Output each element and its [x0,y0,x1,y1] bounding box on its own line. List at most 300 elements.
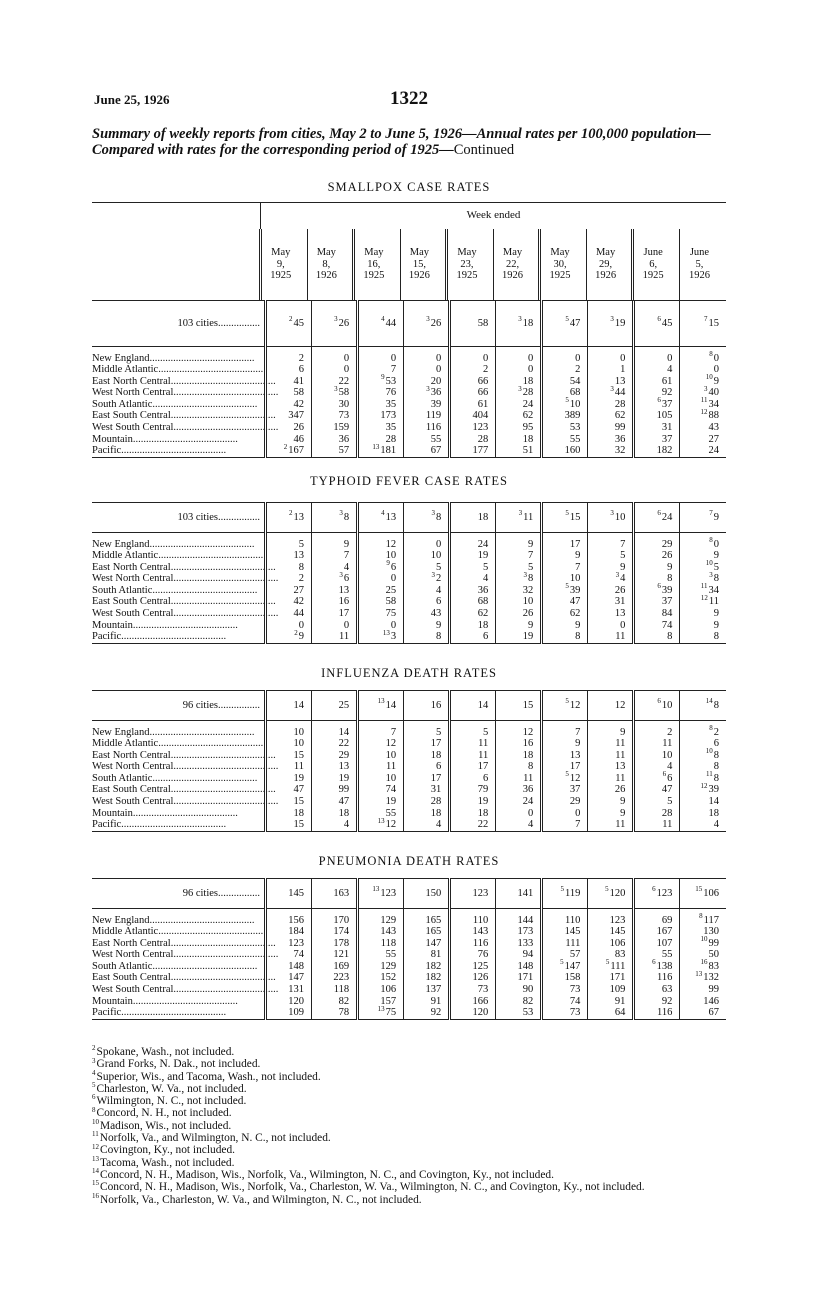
footnote-marker: 6 [657,697,661,706]
value-cell: 8 [680,761,726,773]
region-row [92,631,726,643]
footnote-marker: 13 [372,442,380,451]
cell-value: 99 [708,937,719,949]
footnote-marker: 6 [657,509,661,518]
value-cell [358,503,404,533]
region-row [92,573,726,585]
value-cell [634,396,680,411]
region-name: West North Central [92,761,174,773]
cell-value: 2 [713,726,719,738]
region-label [92,631,266,643]
cell-value: 45 [661,317,673,329]
footnote-text: Wilmington, N. C., not included. [96,1095,247,1108]
value-cell: 92 [634,387,680,399]
value-cell: 82 [312,996,358,1008]
footnote-marker: 3 [431,509,435,518]
value-cell: 15 [266,750,312,762]
value-cell: 13 [312,585,358,597]
region-label [92,596,276,608]
value-cell: 17 [312,608,358,620]
footnote-marker: 2 [289,315,293,324]
cell-value: 12 [569,772,581,784]
leader-dots: ........................................ [152,960,258,972]
value-cell [680,691,726,721]
value-cell [588,301,634,347]
cell-value: 8 [343,511,350,523]
region-row [92,808,726,820]
value-cell [588,570,634,585]
value-cell: 156 [266,915,312,927]
value-cell: 25 [312,691,358,721]
cell-value: 88 [708,410,719,422]
value-cell: 111 [542,938,588,950]
region-row [92,353,726,365]
value-cell: 6 [450,631,496,643]
region-label [92,937,276,950]
value-cell: 1 [588,364,634,376]
value-cell: 83 [588,949,634,961]
value-cell: 7 [496,550,542,562]
value-cell: 79 [450,784,496,796]
cell-value: 10 [614,511,626,523]
value-cell: 8 [634,631,680,643]
region-row [92,422,726,434]
column-header-part: 23, [460,258,474,270]
value-cell: 5 [634,796,680,808]
value-cell: 75 [358,608,404,620]
region-name: Pacific [92,819,122,831]
leader-dots: ........................................ [132,619,238,631]
region-label [92,808,266,820]
value-cell: 13 [312,761,358,773]
value-cell: 184 [266,926,312,938]
footnote [92,1107,732,1119]
region-name: Pacific [92,445,122,457]
value-cell: 18 [680,808,726,820]
cell-value: 53 [385,375,397,387]
region-name: East South Central [92,410,171,422]
region-row [92,949,726,961]
value-cell: 116 [404,422,450,434]
region-name: East South Central [92,596,171,608]
leader-dots: ........................................ [132,995,238,1007]
column-header-part: 15, [412,258,426,270]
value-cell: 26 [588,585,634,597]
footnote-marker: 6 [662,770,667,779]
cell-value: 0 [713,538,719,550]
region-row [92,972,726,984]
cell-value: 8 [713,699,719,711]
total-label-text: 103 cities [177,317,218,329]
value-cell: 13 [588,761,634,773]
footnote-marker: 3 [704,384,708,393]
cell-value: 8 [713,573,719,585]
region-label [92,585,266,597]
value-cell: 82 [496,996,542,1008]
value-cell: 177 [450,445,496,457]
leader-dots: ........................................ [170,375,276,387]
value-cell: 14 [266,691,312,721]
cell-value: 6 [390,561,397,573]
value-cell: 9 [680,608,726,620]
value-cell: 4 [450,573,496,585]
footnote [92,1095,732,1107]
footnote-marker: 11 [700,582,708,591]
footnote-marker: 6 [657,396,661,405]
cell-value: 2 [435,573,442,585]
footnote-number: 6 [92,1093,96,1102]
value-cell: 42 [266,596,312,608]
value-cell [588,503,634,533]
value-cell: 47 [634,784,680,796]
cell-value: 10 [569,398,581,410]
value-cell: 0 [266,620,312,632]
total-label-text: 103 cities [177,511,218,523]
value-cell [680,350,726,365]
region-label [92,364,266,376]
region-label [92,422,279,434]
cell-value: 13 [293,511,305,523]
cell-value: 45 [293,317,305,329]
value-cell: 91 [404,996,450,1008]
section-title-influenza: INFLUENZA DEATH RATES [321,666,497,680]
total-row [92,503,726,533]
value-cell [680,407,726,422]
value-cell: 10 [404,550,450,562]
cell-value: 44 [385,317,397,329]
footnote-marker: 13 [377,816,385,825]
value-cell: 62 [542,608,588,620]
column-header [633,229,680,301]
cell-value: 106 [703,887,719,899]
value-cell: 182 [404,961,450,973]
value-cell: 120 [450,1007,496,1019]
cell-value: 132 [703,972,719,984]
value-cell: 42 [266,399,312,411]
region-label [92,434,266,446]
value-cell [680,912,726,927]
value-cell: 15 [266,796,312,808]
value-cell: 19 [450,796,496,808]
cell-value: 123 [380,887,397,899]
value-cell: 4 [496,819,542,831]
footnote-marker: 10 [705,559,713,568]
cell-value: 26 [338,317,350,329]
footnote [92,1144,732,1156]
footnote-text: Concord, N. H., Madison, Wis., Norfolk, Va., Charleston, W. Va., Wilmington, N. C., and Covington, Ky., not included. [100,1181,645,1194]
value-cell: 11 [588,631,634,643]
region-label [92,961,266,973]
value-cell: 58 [358,596,404,608]
footnote-number: 15 [92,1179,99,1188]
column-header [679,229,726,301]
cell-value: 6 [343,573,350,585]
value-cell: 12 [588,691,634,721]
footnote [92,1181,732,1193]
value-cell [680,747,726,762]
value-cell: 13 [542,750,588,762]
region-row [92,1007,726,1019]
region-label [92,539,266,551]
value-cell [634,301,680,347]
value-cell: 19 [266,773,312,785]
value-cell: 10 [634,750,680,762]
value-cell: 178 [312,938,358,950]
value-cell: 8 [680,631,726,643]
value-cell: 8 [634,573,680,585]
value-cell: 35 [358,399,404,411]
leader-dots: ........................................ [158,738,264,750]
value-cell: 171 [588,972,634,984]
value-cell [358,816,404,831]
value-cell: 14 [680,796,726,808]
rates-table-typhoid [92,502,726,644]
cell-value: 13 [385,511,397,523]
value-cell: 9 [496,620,542,632]
region-name: West North Central [92,949,174,961]
region-name: New England [92,352,150,364]
value-cell: 11 [496,773,542,785]
value-cell: 167 [634,926,680,938]
column-header-part: June [643,247,663,259]
region-name: South Atlantic [92,772,153,784]
value-cell: 6 [450,773,496,785]
value-cell: 11 [634,819,680,831]
value-cell: 41 [266,376,312,388]
column-header-part: 29, [599,258,613,270]
cell-value: 39 [661,584,673,596]
value-cell: 141 [496,879,542,909]
region-name: New England [92,726,150,738]
value-cell: 44 [266,608,312,620]
footnote-marker: 3 [523,570,528,579]
value-cell [588,879,634,909]
value-cell: 0 [496,808,542,820]
value-cell: 43 [404,608,450,620]
value-cell: 143 [358,926,404,938]
value-cell: 123 [266,938,312,950]
region-name: Mountain [92,807,133,819]
value-cell: 6 [266,364,312,376]
region-row [92,376,726,388]
value-cell [680,958,726,973]
value-cell [312,503,358,533]
footnote-text: Tacoma, Wash., not included. [100,1156,235,1169]
cell-value: 111 [610,960,626,972]
value-cell: 12 [358,738,404,750]
footnote [92,1058,732,1070]
region-row [92,926,726,938]
value-cell: 19 [358,796,404,808]
region-label [92,773,266,785]
cell-value: 28 [522,387,534,399]
value-cell: 2 [266,573,312,585]
page-number: 1322 [390,88,428,109]
region-label [92,387,279,399]
value-cell [542,691,588,721]
value-cell: 4 [312,562,358,574]
value-cell [680,969,726,984]
value-cell: 0 [404,539,450,551]
value-cell [266,442,312,457]
value-cell: 173 [358,410,404,422]
value-cell [266,628,312,643]
footnote [92,1068,732,1083]
region-row [92,585,726,597]
value-cell: 0 [496,353,542,365]
value-cell: 10 [496,596,542,608]
column-header-part: May [409,247,430,259]
value-cell: 163 [312,879,358,909]
value-cell: 61 [634,376,680,388]
value-cell: 68 [450,596,496,608]
value-cell: 9 [588,808,634,820]
value-cell [358,628,404,643]
region-label [92,949,279,961]
cell-value: 40 [708,387,719,399]
region-row [92,399,726,411]
region-row [92,984,726,996]
footnote-marker: 3 [339,570,343,579]
value-cell: 7 [542,562,588,574]
value-cell: 5 [450,727,496,739]
cell-value: 34 [708,584,719,596]
footnotes [92,1046,732,1206]
region-name: East North Central [92,375,171,387]
value-cell: 13 [266,550,312,562]
week-ended-label: Week ended [261,203,727,229]
region-row [92,445,726,457]
column-header-part: 16, [367,258,381,270]
region-row [92,738,726,750]
region-row [92,539,726,551]
value-cell: 7 [542,819,588,831]
value-cell: 5 [266,539,312,551]
value-cell: 148 [496,961,542,973]
value-cell [588,958,634,973]
footnote-marker: 7 [704,315,708,324]
value-cell: 0 [404,353,450,365]
value-cell: 99 [588,422,634,434]
region-row [92,727,726,739]
value-cell: 39 [404,399,450,411]
region-name: West North Central [92,573,174,585]
value-cell: 2 [266,353,312,365]
value-cell: 10 [266,727,312,739]
value-cell: 16 [312,596,358,608]
value-cell: 37 [542,784,588,796]
footnote-marker: 3 [334,384,338,393]
value-cell: 32 [588,445,634,457]
region-label [92,399,266,411]
section-title-pneumonia: PNEUMONIA DEATH RATES [318,854,500,868]
value-cell: 170 [312,915,358,927]
value-cell: 120 [266,996,312,1008]
region-name: West South Central [92,422,174,434]
region-label [92,996,266,1008]
column-header-part: 1925 [270,270,292,282]
region-name: Mountain [92,995,133,1007]
cell-value: 75 [385,1007,397,1019]
rates-table-pneumonia [92,878,726,1020]
value-cell: 9 [496,539,542,551]
value-cell: 0 [358,353,404,365]
value-cell: 123 [450,879,496,909]
total-row [92,879,726,909]
region-label [92,749,276,762]
value-cell: 0 [634,353,680,365]
footnote-text: Charleston, W. Va., not included. [96,1082,247,1095]
value-cell: 11 [634,738,680,750]
value-cell: 173 [496,926,542,938]
leader-dots: ........................................ [158,550,264,562]
value-cell: 148 [266,961,312,973]
value-cell: 74 [634,620,680,632]
value-cell: 9 [634,562,680,574]
footnote-marker: 5 [565,396,569,405]
value-cell: 5 [450,562,496,574]
value-cell: 22 [450,819,496,831]
leader-dots: ........................................ [152,772,258,784]
region-name: Pacific [92,1007,122,1019]
region-label [92,353,266,365]
value-cell [404,301,450,347]
value-cell: 58 [450,301,496,347]
cell-value: 4 [620,573,626,585]
leader-dots: ........................................ [173,573,279,585]
value-cell: 116 [450,938,496,950]
value-cell [634,770,680,785]
value-cell: 9 [588,562,634,574]
total-label [92,503,266,533]
region-label [92,972,276,984]
value-cell [542,879,588,909]
cell-value: 26 [430,317,442,329]
value-cell: 123 [450,422,496,434]
value-cell: 18 [496,376,542,388]
cell-value: 58 [338,387,350,399]
total-label-text: 96 cities [182,887,218,899]
value-cell [542,301,588,347]
footnote-marker: 13 [377,697,385,706]
column-header-part: 1925 [363,270,385,282]
region-label [92,784,276,796]
value-cell: 55 [634,949,680,961]
cell-value: 39 [569,584,581,596]
region-name: West South Central [92,796,174,808]
value-cell: 0 [680,364,726,376]
value-cell [312,384,358,399]
region-name: Mountain [92,433,133,445]
footnote-marker: 5 [565,509,569,518]
leader-dots: ........................................ [158,364,264,376]
footnote-marker: 13 [695,969,703,978]
value-cell: 10 [358,773,404,785]
cell-value: 181 [380,445,397,457]
region-name: South Atlantic [92,960,153,972]
footnote-marker: 12 [700,781,708,790]
value-cell: 55 [358,949,404,961]
value-cell [266,503,312,533]
value-cell: 6 [404,761,450,773]
value-cell: 30 [312,399,358,411]
column-header-part: 9, [276,258,285,270]
value-cell: 55 [542,434,588,446]
footnote-marker: 5 [605,885,609,894]
value-cell: 36 [588,434,634,446]
page-date: June 25, 1926 [94,92,170,107]
cell-value: 15 [569,511,581,523]
